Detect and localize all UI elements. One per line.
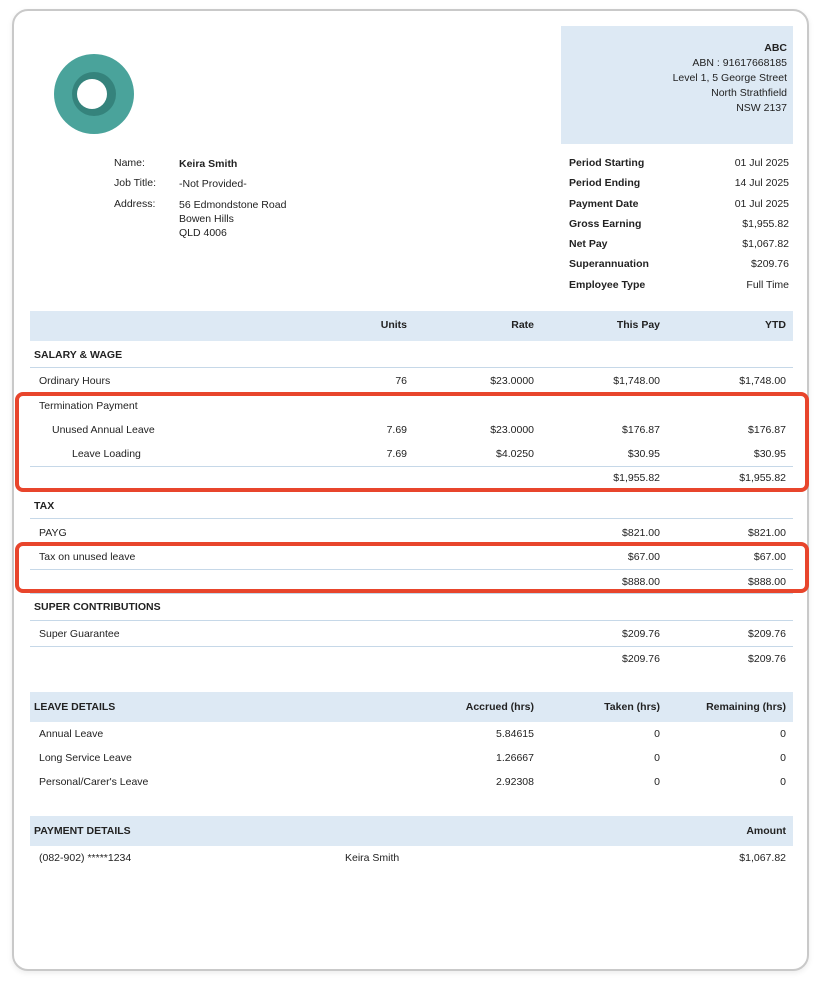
gross-earning-label: Gross Earning [569, 218, 642, 230]
period-starting-label: Period Starting [569, 157, 645, 169]
accrued-header: Accrued (hrs) [465, 701, 534, 713]
payment-header-band [30, 816, 793, 846]
leave-taken: 0 [654, 752, 660, 764]
leave-accrued: 2.92308 [496, 776, 534, 788]
highlight-tax-unused-leave-box [15, 542, 809, 593]
address-line: Bowen Hills [179, 213, 234, 225]
leave-name: Long Service Leave [39, 752, 132, 764]
leave-taken: 0 [654, 728, 660, 740]
earning-units: 7.69 [386, 448, 407, 460]
remaining-header: Remaining (hrs) [706, 701, 786, 713]
period-ending-label: Period Ending [569, 177, 641, 189]
net-pay-label: Net Pay [569, 238, 608, 250]
company-address-line: North Strathfield [711, 87, 787, 99]
company-address-line: NSW 2137 [736, 102, 787, 114]
company-info [561, 26, 793, 144]
amount-header: Amount [746, 825, 786, 837]
payment-amount: $1,067.82 [739, 852, 786, 864]
leave-remaining: 0 [780, 752, 786, 764]
company-name: ABC [764, 42, 787, 54]
company-abn: ABN : 91617668185 [692, 57, 787, 69]
job-title-label: Job Title: [114, 177, 157, 189]
salary-section-title: SALARY & WAGE [34, 349, 123, 361]
salary-total-this-pay: $1,955.82 [613, 472, 660, 484]
earning-units: 7.69 [386, 424, 407, 436]
employee-type-value: Full Time [746, 279, 789, 291]
employee-name: Keira Smith [179, 158, 238, 170]
earning-ytd: $176.87 [748, 424, 786, 436]
earning-rate: $4.0250 [496, 448, 534, 460]
employee-address [179, 198, 379, 240]
earning-this-pay: $30.95 [627, 448, 660, 460]
superannuation-value: $209.76 [751, 258, 789, 270]
address-label: Address: [114, 198, 156, 210]
leave-accrued: 1.26667 [496, 752, 534, 764]
tax-total-ytd: $888.00 [748, 576, 786, 588]
leave-section-title: LEAVE DETAILS [34, 701, 116, 713]
taken-header: Taken (hrs) [604, 701, 660, 713]
super-section-title: SUPER CONTRIBUTIONS [34, 601, 161, 613]
earning-this-pay: $176.87 [622, 424, 660, 436]
payee-name: Keira Smith [345, 852, 400, 864]
earning-name: Ordinary Hours [39, 375, 111, 387]
tax-ytd: $821.00 [748, 527, 786, 539]
address-line: 56 Edmondstone Road [179, 199, 287, 211]
divider [30, 367, 793, 368]
earning-name: Leave Loading [72, 448, 141, 460]
divider [30, 620, 793, 621]
salary-total-ytd: $1,955.82 [739, 472, 786, 484]
tax-name: PAYG [39, 527, 67, 539]
divider [30, 646, 793, 647]
gross-earning-value: $1,955.82 [742, 218, 789, 230]
earning-units: 76 [395, 375, 407, 387]
earning-ytd: $30.95 [753, 448, 786, 460]
leave-accrued: 5.84615 [496, 728, 534, 740]
leave-name: Annual Leave [39, 728, 104, 740]
super-name: Super Guarantee [39, 628, 120, 640]
job-title: -Not Provided- [179, 178, 247, 190]
tax-section-title: TAX [34, 500, 55, 512]
bank-account: (082-902) *****1234 [39, 852, 132, 864]
super-ytd: $209.76 [748, 628, 786, 640]
highlight-termination-box [15, 392, 809, 492]
rate-header: Rate [511, 319, 534, 331]
units-header: Units [380, 319, 407, 331]
period-starting-value: 01 Jul 2025 [734, 157, 789, 169]
earning-ytd: $1,748.00 [739, 375, 786, 387]
earning-rate: $23.0000 [490, 375, 534, 387]
earning-rate: $23.0000 [490, 424, 534, 436]
leave-name: Personal/Carer's Leave [39, 776, 149, 788]
company-address-line: Level 1, 5 George Street [672, 72, 787, 84]
payment-date-label: Payment Date [569, 198, 639, 210]
net-pay-value: $1,067.82 [742, 238, 789, 250]
this-pay-header: This Pay [616, 319, 660, 331]
divider [30, 518, 793, 519]
payment-date-value: 01 Jul 2025 [734, 198, 789, 210]
ytd-header: YTD [765, 319, 786, 331]
super-this-pay: $209.76 [622, 628, 660, 640]
company-logo [54, 54, 134, 134]
earning-name: Unused Annual Leave [52, 424, 155, 436]
leave-remaining: 0 [780, 728, 786, 740]
tax-this-pay: $821.00 [622, 527, 660, 539]
earning-this-pay: $1,748.00 [613, 375, 660, 387]
employee-type-label: Employee Type [569, 279, 646, 291]
leave-remaining: 0 [780, 776, 786, 788]
period-ending-value: 14 Jul 2025 [734, 177, 789, 189]
earnings-header-band [30, 311, 793, 341]
tax-total-this-pay: $888.00 [622, 576, 660, 588]
super-total-this-pay: $209.76 [622, 653, 660, 665]
payment-section-title: PAYMENT DETAILS [34, 825, 131, 837]
tax-ytd: $67.00 [753, 551, 786, 563]
tax-name: Tax on unused leave [39, 551, 136, 563]
super-total-ytd: $209.76 [748, 653, 786, 665]
leave-taken: 0 [654, 776, 660, 788]
divider [30, 593, 793, 594]
address-line: QLD 4006 [179, 227, 227, 239]
earning-name: Termination Payment [39, 400, 138, 412]
tax-this-pay: $67.00 [627, 551, 660, 563]
superannuation-label: Superannuation [569, 258, 649, 270]
employee-name-label: Name: [114, 157, 145, 169]
